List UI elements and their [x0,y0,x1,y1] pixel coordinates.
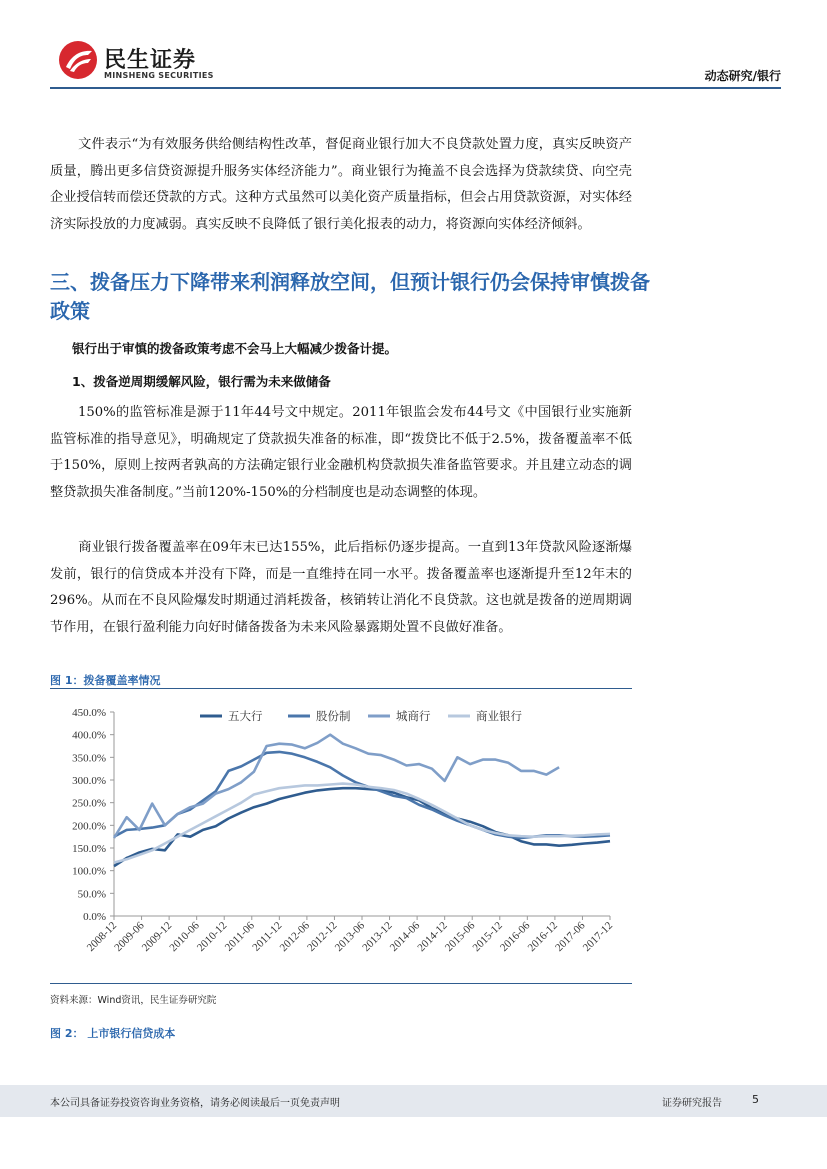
y-tick-label: 200.0% [72,820,106,833]
x-tick-label: 2008-12 [84,919,120,955]
paragraph-2 [50,400,632,506]
figure-1-source: 资料来源：Wind资讯，民生证券研究院 [50,995,217,1006]
y-tick-label: 300.0% [72,775,106,787]
figure-1-top-rule [50,688,632,689]
y-tick-label: 0.0% [83,911,106,923]
subsection-heading: 1、拨备逆周期缓解风险，银行需为未来做储备 [72,374,331,389]
x-tick-label: 2011-06 [222,919,257,954]
x-tick-label: 2014-12 [415,919,450,955]
series-line-1 [114,788,610,866]
figure-1-title: 图 1：拨备覆盖率情况 [50,674,161,687]
x-tick-label: 2013-06 [332,919,368,955]
x-tick-label: 2009-12 [139,919,175,955]
page-footer [0,1085,827,1117]
footer-report-type: 证券研究报告 [662,1098,722,1109]
legend-label-2: 股份制 [316,711,351,723]
series-line-4 [114,784,610,863]
x-tick-label: 2017-06 [553,919,588,955]
x-tick-label: 2009-06 [112,919,147,955]
x-tick-label: 2016-06 [498,919,533,955]
logo-english-name: MINSHENG SECURITIES [104,71,214,80]
report-section-tag: 动态研究/银行 [704,69,781,83]
provision-coverage-chart [50,694,632,979]
x-tick-label: 2014-06 [387,919,423,955]
figure-2-title: 图 2： 上市银行信贷成本 [50,1027,176,1040]
paragraph-3 [50,535,632,641]
series-line-2 [114,752,610,838]
logo-chinese-name: 民生证券 [104,48,197,73]
series-line-3 [114,735,559,838]
legend-label-4: 商业银行 [476,711,522,723]
paragraph-3-text: 商业银行拨备覆盖率在09年末已达155%，此后指标仍逐步提高。一直到13年贷款风险逐渐爆发前，银行的信贷成本并没有下降，而是一直维持在同一水平。拨备覆盖率也逐渐提升至12年末的296%。从而在不良风险爆发时期通过消耗拨备，核销转让消化不良贷款。这也就是拨备的逆周期调节作用，在银行盈利能力向好时储备拨备为未来风险暴露期处置不良做好准备。 [50,540,632,635]
y-tick-label: 400.0% [72,729,106,742]
x-tick-label: 2010-06 [167,919,202,955]
paragraph-1 [50,132,632,238]
x-tick-label: 2010-12 [194,919,230,955]
lead-statement: 银行出于审慎的拨备政策考虑不会马上大幅减少拨备计提。 [72,341,398,356]
x-tick-label: 2012-06 [277,919,313,955]
y-tick-label: 150.0% [72,843,106,855]
x-tick-label: 2015-06 [442,919,478,955]
legend-label-1: 五大行 [228,711,263,723]
x-tick-label: 2011-12 [250,919,285,954]
x-tick-label: 2015-12 [470,919,505,955]
x-tick-label: 2012-12 [305,919,340,955]
paragraph-1-text: 文件表示“为有效服务供给侧结构性改革，督促商业银行加大不良贷款处置力度，真实反映资产质量，腾出更多信贷资源提升服务实体经济能力”。商业银行为掩盖不良会选择为贷款续贷、向空壳企业授信转而偿还贷款的方式。这种方式虽然可以美化资产质量指标，但会占用贷款资源，对实体经济实际投放的力度减弱。真实反映不良降低了银行美化报表的动力，将资源向实体经济倾斜。 [50,137,632,232]
y-tick-label: 250.0% [72,797,106,810]
header-divider [50,87,781,89]
paragraph-2-text: 150%的监管标准是源于11年44号文中规定。2011年银监会发布44号文《中国银行业实施新监管标准的指导意见》，明确规定了贷款损失准备的标准，即“拨贷比不低于2.5%，拨备覆盖率不低于150%，原则上按两者孰高的方法确定银行业金融机构贷款损失准备监管要求。并且建立动态的调整贷款损失准备制度。”当前120%-150%的分档制度也是动态调整的体现。 [50,405,632,500]
footer-disclaimer: 本公司具备证券投资咨询业务资格，请务必阅读最后一页免责声明 [50,1098,340,1109]
x-tick-label: 2016-12 [525,919,561,955]
y-tick-label: 350.0% [72,752,106,765]
x-tick-label: 2017-12 [580,919,616,955]
y-tick-label: 100.0% [72,865,106,878]
x-tick-label: 2013-12 [360,919,395,955]
figure-1-bottom-rule [50,983,632,984]
section-heading: 三、拨备压力下降带来利润释放空间，但预计银行仍会保持审慎拨备政策 [50,270,650,323]
y-tick-label: 50.0% [77,888,106,901]
page-header [0,0,827,95]
legend-label-3: 城商行 [396,711,431,723]
y-tick-label: 450.0% [72,707,106,719]
minsheng-logo-icon [58,40,98,80]
page-number: 5 [752,1093,759,1106]
